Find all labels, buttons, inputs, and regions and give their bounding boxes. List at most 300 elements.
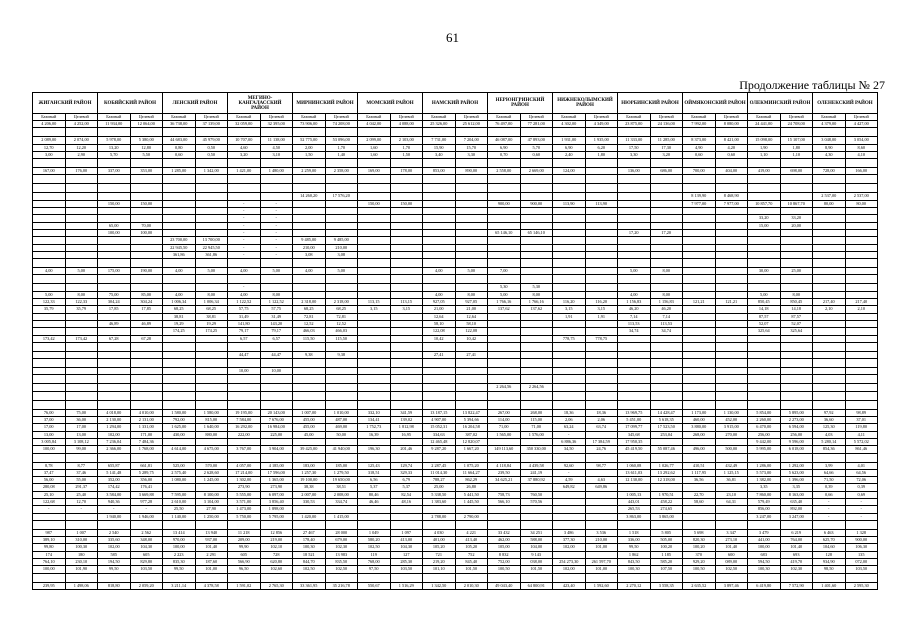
table-cell: 625,70: [813, 537, 846, 544]
table-cell: 1 006,34: [163, 299, 196, 306]
table-cell: 4 042,00: [358, 121, 391, 128]
table-cell: [228, 159, 261, 168]
table-cell: [98, 328, 131, 335]
table-cell: 1 898,00: [260, 506, 293, 513]
table-cell: 11 218: [228, 529, 261, 536]
table-cell: [455, 193, 488, 200]
table-row: [33, 237, 878, 244]
table-cell: [813, 368, 846, 375]
table-cell: [228, 375, 261, 384]
table-cell: -: [260, 237, 293, 244]
table-cell: [683, 342, 716, 351]
table-cell: 100,50: [488, 566, 521, 573]
table-cell: [195, 400, 228, 409]
table-cell: -: [260, 200, 293, 207]
table-cell: 1 245,00: [195, 477, 228, 484]
table-row: [33, 359, 878, 368]
table-cell: [423, 520, 456, 529]
table-cell: 2,40: [553, 151, 586, 158]
table-cell: 291,37: [65, 484, 98, 491]
table-cell: [650, 391, 683, 400]
table-cell: 261 597,70: [585, 559, 618, 566]
table-cell: [488, 193, 521, 200]
table-cell: [390, 275, 423, 284]
table-cell: -: [228, 237, 261, 244]
table-cell: 3 767,00: [228, 446, 261, 453]
table-cell: 361,86: [195, 251, 228, 258]
table-cell: [65, 159, 98, 168]
table-cell: [390, 229, 423, 236]
table-row: [33, 477, 878, 484]
table-cell: 5 451,00: [618, 417, 651, 424]
target-column-header: Целевой: [195, 114, 228, 121]
table-body: [33, 121, 878, 590]
table-cell: 341,59: [390, 409, 423, 416]
table-cell: 102,10: [260, 544, 293, 551]
table-row: [33, 244, 878, 251]
table-cell: 194,50: [98, 559, 131, 566]
table-cell: 113,90: [553, 200, 586, 207]
table-cell: -: [228, 251, 261, 258]
table-cell: [195, 128, 228, 137]
table-cell: [130, 573, 163, 582]
table-cell: 65 146,10: [520, 229, 553, 236]
table-cell: [488, 351, 521, 358]
table-cell: [585, 284, 618, 291]
table-cell: [390, 244, 423, 251]
table-cell: [585, 328, 618, 335]
table-cell: 14 260,20: [293, 193, 326, 200]
table-cell: [585, 498, 618, 505]
table-cell: [455, 284, 488, 291]
table-cell: 113,90: [585, 200, 618, 207]
table-cell: 13 822,47: [455, 409, 488, 416]
table-cell: [65, 320, 98, 327]
table-cell: 940,36: [98, 498, 131, 505]
table-cell: [390, 268, 423, 275]
table-cell: [65, 222, 98, 229]
table-cell: [260, 384, 293, 391]
table-cell: [748, 244, 781, 251]
table-cell: 620,80: [260, 559, 293, 566]
table-cell: 2,06: [553, 417, 586, 424]
table-cell: 96,50: [228, 566, 261, 573]
table-cell: 683: [748, 551, 781, 558]
table-cell: [618, 359, 651, 368]
table-cell: [33, 128, 66, 137]
table-cell: [683, 368, 716, 375]
table-cell: [780, 251, 813, 258]
table-cell: [845, 128, 878, 137]
table-cell: 4,20: [715, 144, 748, 151]
table-cell: [130, 520, 163, 529]
table-cell: 115,00: [520, 417, 553, 424]
table-row: [33, 559, 878, 566]
table-cell: [358, 573, 391, 582]
table-cell: 44,47: [228, 351, 261, 358]
table-cell: 1,70: [325, 144, 358, 151]
table-cell: [163, 229, 196, 236]
target-column-header: Целевой: [325, 114, 358, 121]
table-cell: [293, 159, 326, 168]
table-cell: 75,00: [98, 291, 131, 298]
table-cell: 99,50: [98, 566, 131, 573]
table-cell: 764,00: [780, 537, 813, 544]
table-cell: 24 441,00: [748, 121, 781, 128]
table-cell: [650, 335, 683, 342]
table-cell: [520, 208, 553, 215]
table-cell: [358, 208, 391, 215]
district-header-row: [33, 93, 878, 114]
table-cell: [163, 438, 196, 445]
table-cell: 419,70: [780, 559, 813, 566]
table-cell: 2 765,30: [260, 582, 293, 589]
table-cell: [65, 208, 98, 215]
table-cell: [845, 335, 878, 342]
table-cell: [65, 328, 98, 335]
table-cell: [813, 351, 846, 358]
table-cell: [358, 313, 391, 320]
table-cell: [455, 244, 488, 251]
table-cell: [715, 275, 748, 284]
table-cell: 4 379,00: [813, 121, 846, 128]
table-cell: [455, 259, 488, 268]
table-cell: 4 378,58: [195, 582, 228, 589]
table-cell: [585, 168, 618, 175]
table-cell: 173,42: [33, 335, 66, 342]
table-cell: 67,28: [130, 335, 163, 342]
table-cell: 76,00: [33, 409, 66, 416]
table-cell: [98, 184, 131, 193]
table-cell: 1 279,50: [325, 469, 358, 476]
table-cell: 7 584,00: [228, 417, 261, 424]
table-cell: 3 247,00: [780, 513, 813, 520]
table-cell: 462,00: [488, 537, 521, 544]
table-cell: 1 766,16: [488, 299, 521, 306]
table-cell: 167,00: [33, 168, 66, 175]
table-cell: 37 139,00: [195, 121, 228, 128]
table-cell: [33, 193, 66, 200]
table-cell: 5 394,66: [455, 417, 488, 424]
table-cell: [780, 275, 813, 284]
table-cell: [455, 453, 488, 462]
table-cell: [683, 237, 716, 244]
table-cell: [65, 251, 98, 258]
table-cell: [228, 359, 261, 368]
table-cell: -: [260, 215, 293, 222]
table-cell: 46,20: [650, 306, 683, 313]
table-cell: 460,00: [683, 417, 716, 424]
table-cell: 8 100,00: [195, 491, 228, 498]
table-cell: 580,20: [358, 537, 391, 544]
table-cell: [390, 291, 423, 298]
table-cell: 1 766,16: [520, 299, 553, 306]
table-cell: 104,60: [813, 544, 846, 551]
table-row: [33, 537, 878, 544]
table-cell: 50,00: [325, 431, 358, 438]
table-cell: 113,15: [390, 299, 423, 306]
table-cell: 3 571,00: [228, 498, 261, 505]
table-cell: [585, 469, 618, 476]
table-cell: [163, 222, 196, 229]
table-cell: [553, 359, 586, 368]
base-column-header: Базовый: [163, 114, 196, 121]
target-column-header: Целевой: [130, 114, 163, 121]
table-cell: [520, 335, 553, 342]
table-cell: 53 096,00: [325, 137, 358, 144]
table-row: [33, 175, 878, 184]
table-cell: 1 075,20: [455, 462, 488, 469]
table-cell: 5 338,50: [423, 491, 456, 498]
table-cell: [845, 313, 878, 320]
table-cell: 33,20: [780, 215, 813, 222]
table-cell: [228, 400, 261, 409]
table-cell: 861,46: [845, 446, 878, 453]
table-row: [33, 268, 878, 275]
table-cell: 1 592,60: [585, 582, 618, 589]
table-cell: 570,56: [520, 498, 553, 505]
table-cell: [748, 384, 781, 391]
table-cell: [813, 359, 846, 368]
table-cell: [423, 184, 456, 193]
table-cell: 106,30: [845, 544, 878, 551]
table-cell: 1 480,00: [260, 168, 293, 175]
table-cell: [33, 215, 66, 222]
table-cell: 4 907,00: [423, 417, 456, 424]
table-cell: [618, 342, 651, 351]
table-cell: 134,41: [358, 417, 391, 424]
table-cell: [228, 193, 261, 200]
table-cell: 12,52: [325, 320, 358, 327]
table-cell: [813, 384, 846, 391]
table-cell: 752,00: [488, 559, 521, 566]
table-cell: 6 018,00: [780, 446, 813, 453]
table-cell: 176,41: [130, 484, 163, 491]
table-cell: 136,00: [618, 168, 651, 175]
table-cell: 2 273,00: [780, 417, 813, 424]
table-cell: 10,00: [228, 368, 261, 375]
table-cell: 8,00: [650, 291, 683, 298]
table-cell: [553, 159, 586, 168]
base-column-header: Базовый: [618, 114, 651, 121]
table-cell: [98, 313, 131, 320]
table-cell: 21,00: [455, 306, 488, 313]
table-cell: [325, 259, 358, 268]
table-cell: [520, 328, 553, 335]
table-cell: [748, 573, 781, 582]
table-cell: [325, 284, 358, 291]
table-cell: 5 698: [683, 529, 716, 536]
table-cell: 072,00: [845, 559, 878, 566]
table-cell: [163, 284, 196, 291]
table-cell: 55 087,46: [650, 446, 683, 453]
table-cell: [390, 375, 423, 384]
table-cell: 13 983: [325, 551, 358, 558]
table-cell: 196,30: [358, 446, 391, 453]
table-cell: 1 328: [845, 529, 878, 536]
table-cell: [748, 259, 781, 268]
table-cell: [748, 520, 781, 529]
table-cell: [520, 506, 553, 513]
table-cell: 2 010,30: [455, 582, 488, 589]
table-cell: [618, 573, 651, 582]
table-cell: [358, 193, 391, 200]
table-cell: [780, 208, 813, 215]
table-cell: [813, 320, 846, 327]
table-cell: 174,25: [163, 328, 196, 335]
table-cell: [33, 159, 66, 168]
table-cell: [195, 359, 228, 368]
district-header: КОБЯЙСКИЙ РАЙОН: [98, 93, 163, 114]
table-cell: [390, 335, 423, 342]
table-cell: 679,00: [325, 537, 358, 544]
table-cell: 25,00: [423, 484, 456, 491]
table-cell: 13,20: [98, 144, 131, 151]
table-cell: [195, 453, 228, 462]
table-cell: 3,10: [260, 151, 293, 158]
table-cell: [65, 244, 98, 251]
table-cell: [618, 175, 651, 184]
table-cell: [455, 208, 488, 215]
table-cell: 11 014,30: [423, 469, 456, 476]
table-cell: [33, 320, 66, 327]
table-cell: 4,00: [33, 268, 66, 275]
table-cell: [845, 351, 878, 358]
table-cell: [780, 335, 813, 342]
table-cell: 82,54: [390, 491, 423, 498]
table-cell: [813, 208, 846, 215]
table-cell: 1 970,51: [650, 491, 683, 498]
table-cell: 3 486: [553, 529, 586, 536]
table-cell: 5 618,35: [650, 417, 683, 424]
base-column-header: Базовый: [683, 114, 716, 121]
table-cell: 8 832: [488, 551, 521, 558]
table-cell: [813, 328, 846, 335]
table-row: [33, 251, 878, 258]
table-cell: 32 395,00: [260, 121, 293, 128]
base-column-header: Базовый: [488, 114, 521, 121]
table-cell: [98, 215, 131, 222]
district-header: НЕРЮНГРИНСКИЙ РАЙОН: [488, 93, 553, 114]
table-cell: 5 623,00: [780, 469, 813, 476]
table-cell: [813, 175, 846, 184]
table-cell: 1 331,00: [130, 424, 163, 431]
table-cell: 273,10: [715, 537, 748, 544]
table-cell: [228, 184, 261, 193]
table-cell: [228, 438, 261, 445]
table-cell: [845, 375, 878, 384]
table-cell: [195, 159, 228, 168]
table-cell: [98, 391, 131, 400]
table-cell: 113,53: [618, 320, 651, 327]
table-cell: [488, 184, 521, 193]
table-cell: 171,00: [130, 431, 163, 438]
table-cell: 36,00: [65, 417, 98, 424]
table-cell: [163, 391, 196, 400]
table-cell: 268,00: [683, 431, 716, 438]
table-cell: 17 214,00: [228, 469, 261, 476]
table-row: [33, 544, 878, 551]
table-cell: 2,00: [293, 144, 326, 151]
table-cell: 13,00: [65, 431, 98, 438]
table-cell: 353,00: [130, 168, 163, 175]
table-cell: -: [33, 506, 66, 513]
table-cell: 325,64: [780, 328, 813, 335]
table-cell: [260, 453, 293, 462]
table-continuation-label: Продолжение таблицы № 27: [739, 78, 885, 92]
table-cell: 100,50: [683, 566, 716, 573]
table-cell: 850,45: [748, 299, 781, 306]
table-cell: [520, 368, 553, 375]
table-cell: 3 247,00: [748, 513, 781, 520]
table-cell: 10 707,00: [228, 137, 261, 144]
table-cell: 1,10: [780, 151, 813, 158]
table-cell: [748, 284, 781, 291]
table-cell: 45 419,50: [618, 446, 651, 453]
table-cell: 104,30: [130, 544, 163, 551]
table-cell: [130, 275, 163, 284]
table-cell: 17,30: [650, 144, 683, 151]
table-cell: [260, 438, 293, 445]
table-cell: 4,60: [228, 144, 261, 151]
table-cell: 100,00: [130, 229, 163, 236]
table-cell: 187,60: [195, 559, 228, 566]
table-cell: [260, 184, 293, 193]
table-cell: 64,66: [813, 469, 846, 476]
table-cell: 256,00: [748, 431, 781, 438]
table-cell: 356,00: [130, 477, 163, 484]
table-cell: 815,00: [195, 417, 228, 424]
district-header: ОЛЕНЕКСКИЙ РАЙОН: [813, 93, 878, 114]
table-cell: [520, 342, 553, 351]
table-cell: 210,00: [293, 244, 326, 251]
table-cell: [390, 284, 423, 291]
table-cell: 401,00: [423, 537, 456, 544]
table-cell: [65, 359, 98, 368]
table-cell: [358, 368, 391, 375]
table-cell: 2 099,00: [358, 137, 391, 144]
table-row: [33, 137, 878, 144]
table-cell: 23 875,00: [618, 121, 651, 128]
table-cell: 143,20: [260, 320, 293, 327]
table-cell: [423, 237, 456, 244]
table-cell: [390, 237, 423, 244]
table-cell: [33, 573, 66, 582]
table-cell: [98, 368, 131, 375]
table-cell: [780, 368, 813, 375]
table-cell: 3,35: [780, 484, 813, 491]
table-cell: [780, 351, 813, 358]
table-cell: [748, 368, 781, 375]
table-cell: [260, 573, 293, 582]
table-cell: 79,17: [260, 328, 293, 335]
table-cell: [325, 573, 358, 582]
table-cell: 222,00: [228, 431, 261, 438]
table-cell: 929,20: [683, 559, 716, 566]
table-cell: [715, 351, 748, 358]
target-column-header: Целевой: [650, 114, 683, 121]
table-cell: 285,30: [390, 559, 423, 566]
table-cell: [455, 400, 488, 409]
table-cell: 6 219: [780, 529, 813, 536]
table-cell: -: [813, 506, 846, 513]
table-cell: 890,00: [455, 168, 488, 175]
table-cell: 4,50: [260, 144, 293, 151]
table-cell: 3,08: [325, 251, 358, 258]
table-cell: 3,30: [455, 151, 488, 158]
table-cell: 6,20: [585, 144, 618, 151]
table-cell: [33, 259, 66, 268]
